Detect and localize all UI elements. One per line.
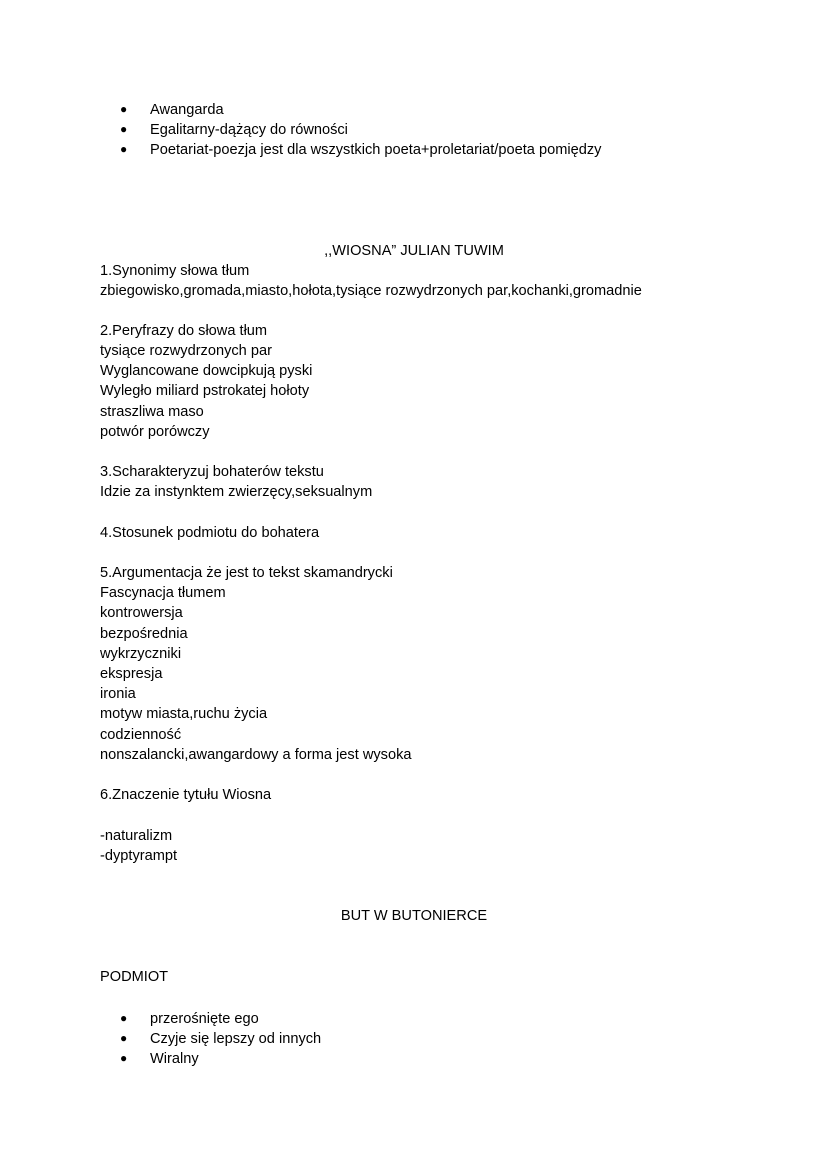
bullet-icon: ● xyxy=(120,122,128,136)
answer-line: codzienność xyxy=(100,727,182,743)
answer-line: potwór porówczy xyxy=(100,424,210,440)
answer-line: straszliwa maso xyxy=(100,404,204,420)
list-item xyxy=(120,1048,199,1069)
list-item xyxy=(120,139,601,160)
list-item-text: Wiralny xyxy=(150,1051,199,1067)
bullet-icon: ● xyxy=(120,1031,128,1045)
answer-3: Idzie za instynktem zwierzęcy,seksualnym xyxy=(100,484,373,500)
bullet-icon: ● xyxy=(120,102,128,116)
question-4: 4.Stosunek podmiotu do bohatera xyxy=(100,525,320,541)
list-item xyxy=(120,99,224,120)
list-item-text: Egalitarny-dążący do równości xyxy=(150,122,348,138)
question-3: 3.Scharakteryzuj bohaterów tekstu xyxy=(100,464,324,480)
question-5: 5.Argumentacja że jest to tekst skamandrycki xyxy=(100,565,393,581)
list-item-text: przerośnięte ego xyxy=(150,1011,259,1027)
list-item-text: Awangarda xyxy=(150,102,224,118)
answer-line: Wyległo miliard pstrokatej hołoty xyxy=(100,383,310,399)
answer-line: motyw miasta,ruchu życia xyxy=(100,706,268,722)
answer-line: wykrzyczniki xyxy=(100,646,182,662)
subject-heading: PODMIOT xyxy=(100,969,169,985)
list-item-text: Czyje się lepszy od innych xyxy=(150,1031,322,1047)
answer-line: kontrowersja xyxy=(100,605,183,621)
list-item xyxy=(120,1028,321,1049)
answer-line: tysiące rozwydrzonych par xyxy=(100,343,272,359)
answer-line: ironia xyxy=(100,686,136,702)
answer-line: bezpośrednia xyxy=(100,626,188,642)
section-title-wiosna: ,,WIOSNA” JULIAN TUWIM xyxy=(324,243,504,259)
answer-line: -naturalizm xyxy=(100,828,173,844)
question-2: 2.Peryfrazy do słowa tłum xyxy=(100,323,268,339)
question-1: 1.Synonimy słowa tłum xyxy=(100,263,250,279)
answer-line: Wyglancowane dowcipkują pyski xyxy=(100,363,313,379)
question-6: 6.Znaczenie tytułu Wiosna xyxy=(100,787,272,803)
list-item xyxy=(120,119,348,140)
bullet-icon: ● xyxy=(120,142,128,156)
bullet-icon: ● xyxy=(120,1011,128,1025)
section-title-but: BUT W BUTONIERCE xyxy=(340,908,488,924)
answer-line: -dyptyrampt xyxy=(100,848,178,864)
list-item xyxy=(120,1008,259,1029)
list-item-text: Poetariat-poezja jest dla wszystkich poeta+proletariat/poeta pomiędzy xyxy=(150,142,602,158)
answer-line: nonszalancki,awangardowy a forma jest wysoka xyxy=(100,747,412,763)
bullet-icon: ● xyxy=(120,1051,128,1065)
answer-line: Fascynacja tłumem xyxy=(100,585,226,601)
answer-line: ekspresja xyxy=(100,666,163,682)
answer-1: zbiegowisko,gromada,miasto,hołota,tysiące rozwydrzonych par,kochanki,gromadnie xyxy=(100,283,642,299)
